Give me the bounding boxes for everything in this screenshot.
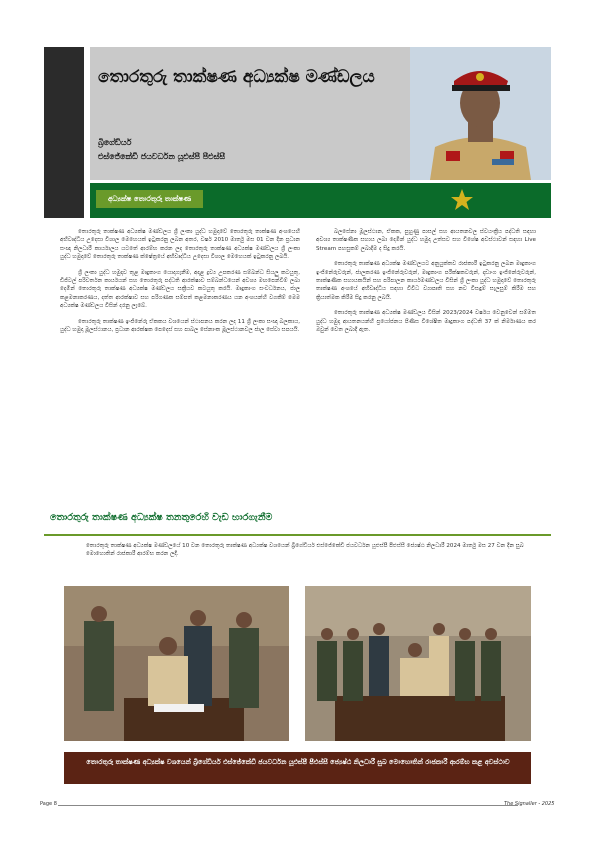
section-divider — [44, 534, 551, 536]
paragraph: තොරතුරු තාක්ෂණ අධ්‍යක්ෂ මණ්ඩලය විසින් 2023/2024 වර්ෂය වෙනුවෙන් සම්මත යුද්ධ හමුදා ආයතනයන්හි ප්‍රයෝජනය පිණිස විශේෂිත මෘදුකාංග පද්ධති 37 ක් නිර්මාණය කර ඔවුන් වෙත ලබාදී ඇත. — [316, 310, 536, 334]
officer-name: එස්ජේකේඩී ජයවර්ධන යූඑස්පී පීඑස්සී — [98, 152, 226, 161]
paragraph: තොරතුරු තාක්ෂණ අධ්‍යක්ෂ මණ්ඩලය ශ්‍රී ලංකා යුද්ධ හමුදාවේ තොරතුරු තාක්ෂණ අංශයෙහි අභිවෘද්ධිය උදෙසා විශාල මෙහෙයක් ඉටුකරනු ලබන අතර, වර්ෂ 2010 මාර්තු මස 01 වන දින ප්‍රධාන සංඥා නිලධාරී කාර්යාලය යටතේ ආරම්භ කරන ලද තොරතුරු තාක්ෂණ අධ්‍යක්ෂ මණ්ඩලය ශ්‍රී ලංකා යුද්ධ හමුදාවේ තොරතුරු තාක්ෂණ ක්ෂේත්‍රයේ අභිවෘද්ධිය උදෙසා විශාල මෙහෙයක් ඉටුකරනු ලබයි. — [60, 229, 300, 261]
caption-box — [64, 752, 531, 784]
text-column-left — [60, 228, 300, 341]
paragraph: තොරතුරු තාක්ෂණ අධ්‍යක්ෂ මණ්ඩලයට අනුයුක්තව රාජකාරී ඉටුකරනු ලබන මෘදුකාංග ඉංජිනේරුවරුන්, ජාලකරණ ඉංජිනේරුවරුන්, මෘදුකාංග පරීක්ෂකවරුන්, දෘඩාංග ඉංජිනේරුවරුන්, තාක්ෂණික සහායකයින් සහ පරිපාලන කාර්යමණ්ඩලය විසින් ශ්‍රී ලංකා යුද්ධ හමුදාවේ තොරතුරු තාක්ෂණ අංශයේ අභිවෘද්ධිය සඳහා විවිධ ව්‍යාපෘති සහ නව විසඳුම් සැලසුම් කිරීම සහ ක්‍රියාත්මක කිරීම සිදු කරනු ලබයි. — [316, 261, 536, 301]
event-photo-group — [305, 586, 531, 741]
page-number: Page 8 — [40, 801, 57, 807]
left-accent-bar — [44, 47, 84, 218]
band-title: අධ්‍යක්ෂ තොරතුරු තාක්ෂණ — [96, 190, 203, 208]
page-title: තොරතුරු තාක්ෂණ අධ්‍යක්ෂ මණ්ඩලය — [98, 67, 375, 87]
paragraph: තොරතුරු තාක්ෂණ ඉංජිනේරු ඒකකය වශයෙන් ස්ථාපනය කරන ලද 11 ශ්‍රී ලංකා සංඥා බලකාය, යුද්ධ හමුදා මූලස්ථානය, ප්‍රධාන ආරක්ෂක පෙදෙස් සහ පාබල සේනාංක මූලස්ථානවල ජාල සේවා සපයයි. — [60, 318, 300, 334]
paragraph: ශ්‍රී ලංකා යුද්ධ හමුදාව තුළ මෘදුකාංග යොදාගැනීම, අදාළ ද්‍රව්‍ය උපකරණ සම්බන්ධ සියලු කටයුතු, ඩිජිටල් පරිවර්තන කාර්යයන් සහ තොරතුරු පද්ධති ආරක්ෂාව සම්බන්ධයෙන් අවශ්‍ය මඟපෙන්වීම් ලබා දෙමින් තොරතුරු තාක්ෂණ අධ්‍යක්ෂ මණ්ඩලය සක්‍රීයව කටයුතු කරයි. මෘදුකාංග සංවර්ධනය, ජාල කළමනාකරණය, දත්ත ආරක්ෂාව සහ පරිගණක සම්පත් කළමනාකරණය යන අංශයන්හි වගකීම් මෙම අධ්‍යක්ෂ මණ්ඩලය විසින් දරනු ලැබේ. — [60, 269, 300, 310]
text-column-right — [316, 228, 536, 341]
publication-name: The Signaller - 2025 — [504, 801, 555, 807]
star-icon — [450, 188, 474, 212]
footer-divider — [58, 805, 518, 806]
photo-caption: තොරතුරු තාක්ෂණ අධ්‍යක්ෂ වශයෙන් බ්‍රිගේඩියර් එස්ජේකේඩී ජයවර්ධන යූඑස්පී පීඑස්සී ජ්‍යෙෂ්ඨ නිලධාරී සුබ මොහොතින් රාජකාරී ආරම්භ කළ අවස්ථාව — [86, 758, 510, 766]
section-text: තොරතුරු තාක්ෂණ අධ්‍යක්ෂ මණ්ඩලයේ 10 වන තොරතුරු තාක්ෂණ අධ්‍යක්ෂ වශයෙන් බ්‍රිගේඩියර් එස්ජේකේඩී ජයවර්ධන යූඑස්පී පීඑස්සී ජ්‍යෙෂ්ඨ නිලධාරී 2024 මාර්තු මස 27 වන දින සුබ මොහොතින් රාජකාරී ආරම්භ කරන ලදී. — [86, 543, 524, 558]
officer-portrait — [410, 47, 551, 180]
section-title: තොරතුරු තාක්ෂණ අධ්‍යක්ෂ තනතුරෙහි වැඩ භාරගැනීම — [50, 512, 273, 523]
paragraph: බලසේනා මූලස්ථාන, ඒකක, පුහුණු පාසල් සහ ආයතනවල ස්වයංක්‍රීය පද්ධති සඳහා අවශ්‍ය තාක්ෂණික සහාය ලබා දෙමින් යුද්ධ හමුදා උත්සව සහ විශේෂ අවස්ථාවන් සඳහා Live Stream පහසුකම් ලබාදීම ද සිදු කරයි. — [316, 229, 536, 252]
event-photo-signing — [64, 586, 289, 741]
officer-rank: බ්‍රිගේඩියර් — [98, 138, 132, 147]
